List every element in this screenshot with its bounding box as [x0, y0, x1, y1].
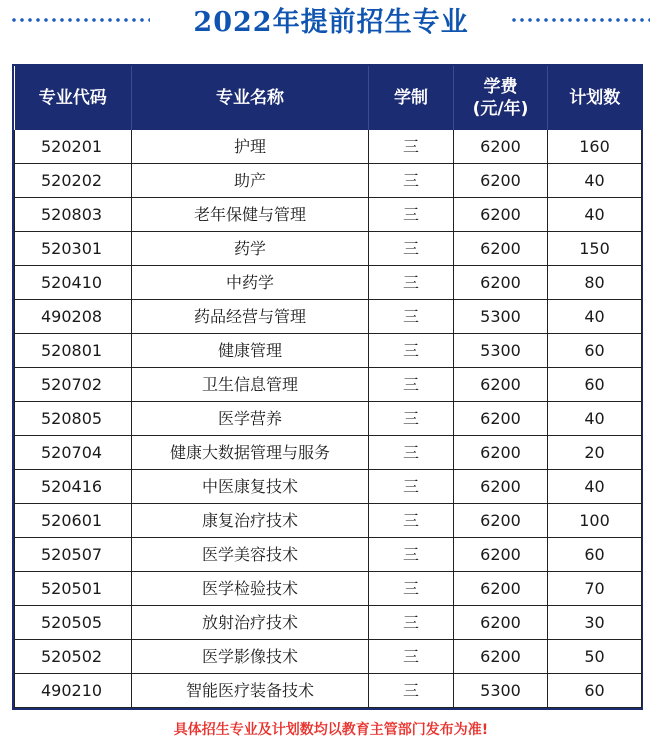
- cell-length: 三: [369, 130, 454, 164]
- cell-fee: 5300: [454, 334, 548, 368]
- cell-fee: 6200: [454, 606, 548, 640]
- cell-plan: 30: [548, 606, 642, 640]
- cell-name: 医学营养: [132, 402, 369, 436]
- table-row: [15, 300, 642, 334]
- cell-fee: 5300: [454, 300, 548, 334]
- table-row: [15, 368, 642, 402]
- table-row: [15, 130, 642, 164]
- header-plan: 计划数: [548, 66, 642, 130]
- cell-fee: 5300: [454, 674, 548, 708]
- cell-code: 520505: [15, 606, 132, 640]
- cell-code: 520416: [15, 470, 132, 504]
- cell-plan: 150: [548, 232, 642, 266]
- cell-length: 三: [369, 198, 454, 232]
- cell-name: 药品经营与管理: [132, 300, 369, 334]
- header-code: 专业代码: [15, 66, 132, 130]
- cell-length: 三: [369, 470, 454, 504]
- table-row: [15, 232, 642, 266]
- cell-length: 三: [369, 232, 454, 266]
- cell-length: 三: [369, 674, 454, 708]
- cell-fee: 6200: [454, 572, 548, 606]
- cell-length: 三: [369, 266, 454, 300]
- cell-code: 520803: [15, 198, 132, 232]
- cell-code: 520202: [15, 164, 132, 198]
- cell-code: 520502: [15, 640, 132, 674]
- table-row: [15, 198, 642, 232]
- cell-fee: 6200: [454, 504, 548, 538]
- title-banner: [0, 0, 662, 46]
- cell-name: 中药学: [132, 266, 369, 300]
- table-row: [15, 606, 642, 640]
- cell-plan: 40: [548, 300, 642, 334]
- decorative-dots-left: [10, 16, 150, 24]
- table-body: [15, 130, 642, 708]
- majors-table: [12, 64, 643, 710]
- cell-code: 520601: [15, 504, 132, 538]
- cell-plan: 50: [548, 640, 642, 674]
- cell-length: 三: [369, 402, 454, 436]
- table-row: [15, 266, 642, 300]
- cell-length: 三: [369, 572, 454, 606]
- cell-plan: 20: [548, 436, 642, 470]
- table-row: [15, 538, 642, 572]
- cell-name: 放射治疗技术: [132, 606, 369, 640]
- table-row: [15, 436, 642, 470]
- cell-length: 三: [369, 368, 454, 402]
- cell-plan: 40: [548, 470, 642, 504]
- cell-plan: 70: [548, 572, 642, 606]
- cell-plan: 40: [548, 198, 642, 232]
- table-row: [15, 470, 642, 504]
- decorative-dots-right: [510, 16, 650, 24]
- page-title: 2022年提前招生专业: [193, 7, 469, 38]
- cell-code: 520301: [15, 232, 132, 266]
- cell-fee: 6200: [454, 640, 548, 674]
- cell-code: 490210: [15, 674, 132, 708]
- cell-plan: 60: [548, 334, 642, 368]
- cell-code: 520507: [15, 538, 132, 572]
- cell-plan: 80: [548, 266, 642, 300]
- cell-length: 三: [369, 640, 454, 674]
- cell-name: 中医康复技术: [132, 470, 369, 504]
- cell-fee: 6200: [454, 470, 548, 504]
- header-name: 专业名称: [132, 66, 369, 130]
- cell-plan: 60: [548, 674, 642, 708]
- cell-length: 三: [369, 504, 454, 538]
- header-fee: [454, 66, 548, 130]
- cell-fee: 6200: [454, 164, 548, 198]
- cell-name: 智能医疗装备技术: [132, 674, 369, 708]
- cell-fee: 6200: [454, 538, 548, 572]
- cell-fee: 6200: [454, 232, 548, 266]
- table-row: [15, 164, 642, 198]
- cell-length: 三: [369, 300, 454, 334]
- table-row: [15, 674, 642, 708]
- cell-code: 520704: [15, 436, 132, 470]
- cell-length: 三: [369, 538, 454, 572]
- table-row: [15, 640, 642, 674]
- cell-name: 医学检验技术: [132, 572, 369, 606]
- header-fee-line1: 学费: [483, 77, 518, 97]
- cell-fee: 6200: [454, 402, 548, 436]
- cell-code: 520410: [15, 266, 132, 300]
- cell-length: 三: [369, 334, 454, 368]
- cell-length: 三: [369, 436, 454, 470]
- cell-name: 卫生信息管理: [132, 368, 369, 402]
- cell-code: 520501: [15, 572, 132, 606]
- cell-length: 三: [369, 606, 454, 640]
- cell-code: 520801: [15, 334, 132, 368]
- cell-code: 520702: [15, 368, 132, 402]
- table-row: [15, 402, 642, 436]
- cell-code: 490208: [15, 300, 132, 334]
- cell-fee: 6200: [454, 368, 548, 402]
- cell-name: 老年保健与管理: [132, 198, 369, 232]
- cell-name: 康复治疗技术: [132, 504, 369, 538]
- table-header-row: [15, 66, 642, 130]
- cell-name: 健康大数据管理与服务: [132, 436, 369, 470]
- cell-plan: 160: [548, 130, 642, 164]
- footer-note: 具体招生专业及计划数均以教育主管部门发布为准!: [173, 722, 489, 738]
- cell-plan: 40: [548, 164, 642, 198]
- cell-fee: 6200: [454, 266, 548, 300]
- cell-code: 520201: [15, 130, 132, 164]
- cell-plan: 60: [548, 368, 642, 402]
- table-row: [15, 504, 642, 538]
- cell-length: 三: [369, 164, 454, 198]
- cell-plan: 40: [548, 402, 642, 436]
- cell-name: 健康管理: [132, 334, 369, 368]
- cell-name: 护理: [132, 130, 369, 164]
- table-row: [15, 334, 642, 368]
- cell-fee: 6200: [454, 436, 548, 470]
- header-length: 学制: [369, 66, 454, 130]
- cell-plan: 60: [548, 538, 642, 572]
- cell-name: 医学美容技术: [132, 538, 369, 572]
- cell-name: 药学: [132, 232, 369, 266]
- table-row: [15, 572, 642, 606]
- cell-name: 医学影像技术: [132, 640, 369, 674]
- cell-plan: 100: [548, 504, 642, 538]
- cell-name: 助产: [132, 164, 369, 198]
- cell-code: 520805: [15, 402, 132, 436]
- cell-fee: 6200: [454, 130, 548, 164]
- cell-fee: 6200: [454, 198, 548, 232]
- header-fee-line2: (元/年): [472, 99, 529, 119]
